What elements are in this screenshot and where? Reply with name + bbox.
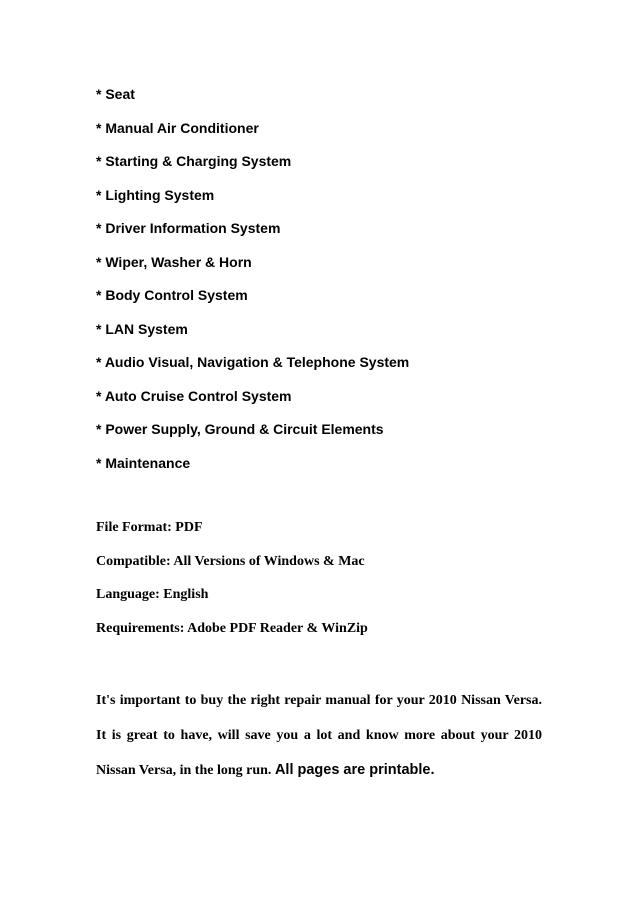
list-item: * Body Control System [96,287,248,303]
list-item: * Auto Cruise Control System [96,387,292,404]
list-item: * Power Supply, Ground & Circuit Elements [96,421,384,437]
list-item: * LAN System [96,320,188,337]
list-item: * Starting & Charging System [96,153,292,169]
list-item: * Wiper, Washer & Horn [96,253,252,270]
compatible-line: Compatible: All Versions of Windows & Mac [96,553,365,569]
list-item: * Lighting System [96,186,215,203]
list-item: * Maintenance [96,454,191,471]
list-item: * Manual Air Conditioner [96,119,259,136]
requirements-line: Requirements: Adobe PDF Reader & WinZip [96,620,368,636]
list-item: * Seat [96,86,135,102]
file-specs [96,518,368,652]
system-list [96,85,409,487]
list-item: * Audio Visual, Navigation & Telephone System [96,354,410,370]
paragraph-body: It's important to buy the right repair manual for your 2010 Nissan Versa. It is great to have, will save you a lot and know more about your 2010 Nissan Versa, in the long run. [96,693,542,778]
closing-paragraph [96,683,542,788]
list-item: * Driver Information System [96,220,281,236]
printable-note: All pages are printable. [274,762,435,778]
file-format-line: File Format: PDF [96,520,203,535]
language-line: Language: English [96,587,209,602]
